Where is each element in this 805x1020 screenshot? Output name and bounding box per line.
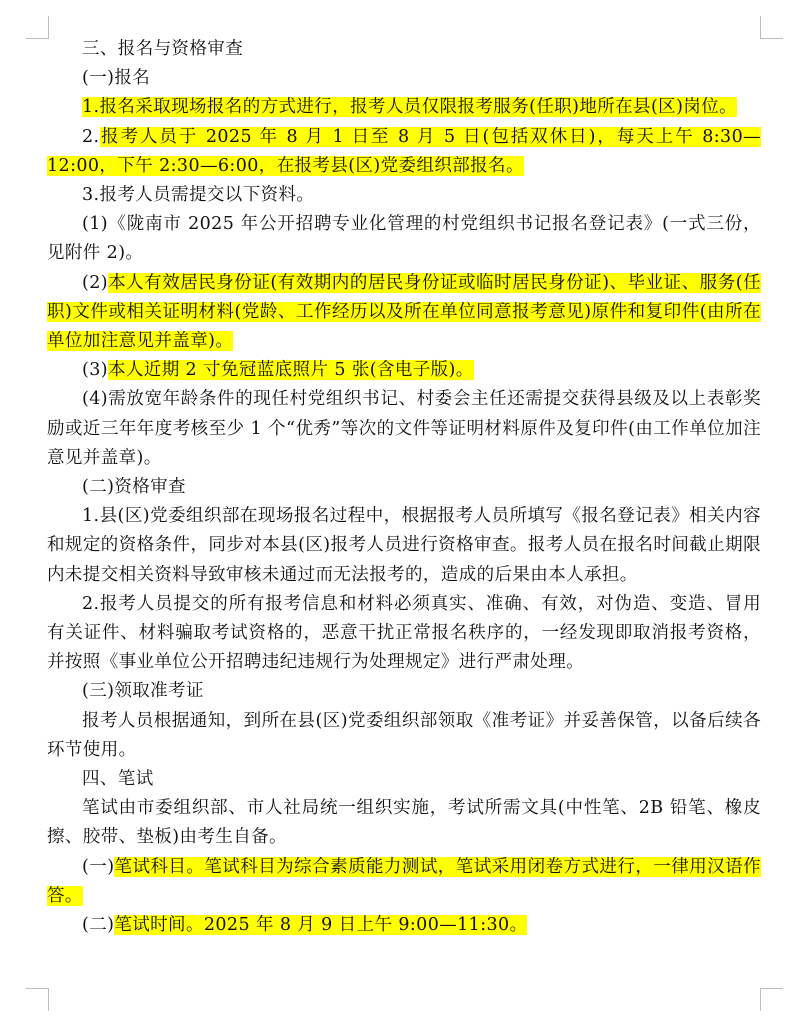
para-1 bbox=[47, 93, 761, 122]
para-6 bbox=[47, 707, 761, 765]
highlighted-text: 本人有效居民身份证(有效期内的居民身份证或临时居民身份证)、毕业证、服务(任职)文件或相关证明材料(党龄、工作经历以及所在单位同意报考意见)原件和复印件(由所在单位加注意见并盖章)。 bbox=[47, 272, 761, 352]
para-3-3 bbox=[47, 356, 761, 385]
text-run: (1)《陇南市 2025 年公开招聘专业化管理的村党组织书记报名登记表》(一式三份，见附件 2)。 bbox=[47, 214, 761, 264]
highlighted-text: 笔试科目。笔试科目为综合素质能力测试，笔试采用闭卷方式进行，一律用汉语作答。 bbox=[47, 856, 761, 906]
para-3 bbox=[47, 181, 761, 210]
text-run: (一) bbox=[82, 856, 115, 877]
para-3-4 bbox=[47, 385, 761, 473]
highlighted-text: 笔试时间。2025 年 8 月 9 日上午 9:00—11:30。 bbox=[114, 915, 528, 936]
highlighted-text: 本人近期 2 寸免冠蓝底照片 5 张(含电子版)。 bbox=[108, 360, 474, 381]
corner-mark-top-left bbox=[26, 16, 49, 39]
text-run: 2.报考人员提交的所有报考信息和材料必须真实、准确、有效，对伪造、变造、冒用有关证件、材料骗取考试资格的，恶意干扰正常报名秩序的，一经发现即取消报考资格，并按照《事业单位公开招聘违纪违规行为处理规定》进行严肃处理。 bbox=[47, 593, 761, 673]
subheading-2 bbox=[47, 473, 761, 502]
text-run: 2. bbox=[82, 126, 100, 147]
corner-mark-top-right bbox=[760, 16, 783, 39]
highlighted-text: 报考人员于 2025 年 8 月 1 日至 8 月 5 日(包括双休日)，每天上午 8:30—12:00，下午 2:30—6:00，在报考县(区)党委组织部报名。 bbox=[47, 126, 761, 176]
para-3-2 bbox=[47, 269, 761, 357]
text-run: 1.县(区)党委组织部在现场报名过程中，根据报考人员所填写《报名登记表》相关内容和规定的资格条件，同步对本县(区)报考人员进行资格审查。报考人员在报名时间截止期限内未提交相关资料导致审核未通过而无法报考的，造成的后果由本人承担。 bbox=[47, 506, 761, 585]
para-8 bbox=[47, 853, 761, 911]
corner-mark-bottom-left bbox=[26, 988, 49, 1011]
text-run: 报考人员根据通知，到所在县(区)党委组织部领取《准考证》并妥善保管，以备后续各环节使用。 bbox=[47, 710, 761, 760]
text-run: (3) bbox=[82, 360, 108, 381]
text-run: 笔试由市委组织部、市人社局统一组织实施，考试所需文具(中性笔、2B 铅笔、橡皮擦、胶带、垫板)由考生自备。 bbox=[47, 798, 761, 848]
para-9 bbox=[47, 911, 761, 940]
text-run: (二)资格审查 bbox=[82, 477, 186, 498]
para-5 bbox=[47, 590, 761, 678]
subheading-1 bbox=[47, 64, 761, 93]
heading-3 bbox=[47, 35, 761, 64]
subheading-3 bbox=[47, 677, 761, 706]
text-run: (2) bbox=[82, 272, 108, 293]
text-run: 三、报名与资格审查 bbox=[82, 39, 244, 59]
text-run: (二) bbox=[82, 915, 115, 936]
text-run: 四、笔试 bbox=[82, 769, 154, 790]
para-7 bbox=[47, 794, 761, 852]
text-run: (三)领取准考证 bbox=[82, 681, 204, 702]
para-4 bbox=[47, 502, 761, 590]
document-page bbox=[47, 35, 761, 940]
highlighted-text: 1.报名采取现场报名的方式进行，报考人员仅限报考服务(任职)地所在县(区)岗位。 bbox=[82, 97, 738, 118]
text-run: 3.报考人员需提交以下资料。 bbox=[82, 185, 315, 206]
para-3-1 bbox=[47, 210, 761, 268]
heading-4 bbox=[47, 765, 761, 794]
text-run: (一)报名 bbox=[82, 68, 151, 89]
text-run: (4)需放宽年龄条件的现任村党组织书记、村委会主任还需提交获得县级及以上表彰奖励或近三年年度考核至少 1 个“优秀”等次的文件等证明材料原件及复印件(由工作单位加注意见并盖章)。 bbox=[47, 389, 761, 468]
para-2 bbox=[47, 123, 761, 181]
corner-mark-bottom-right bbox=[760, 988, 783, 1011]
